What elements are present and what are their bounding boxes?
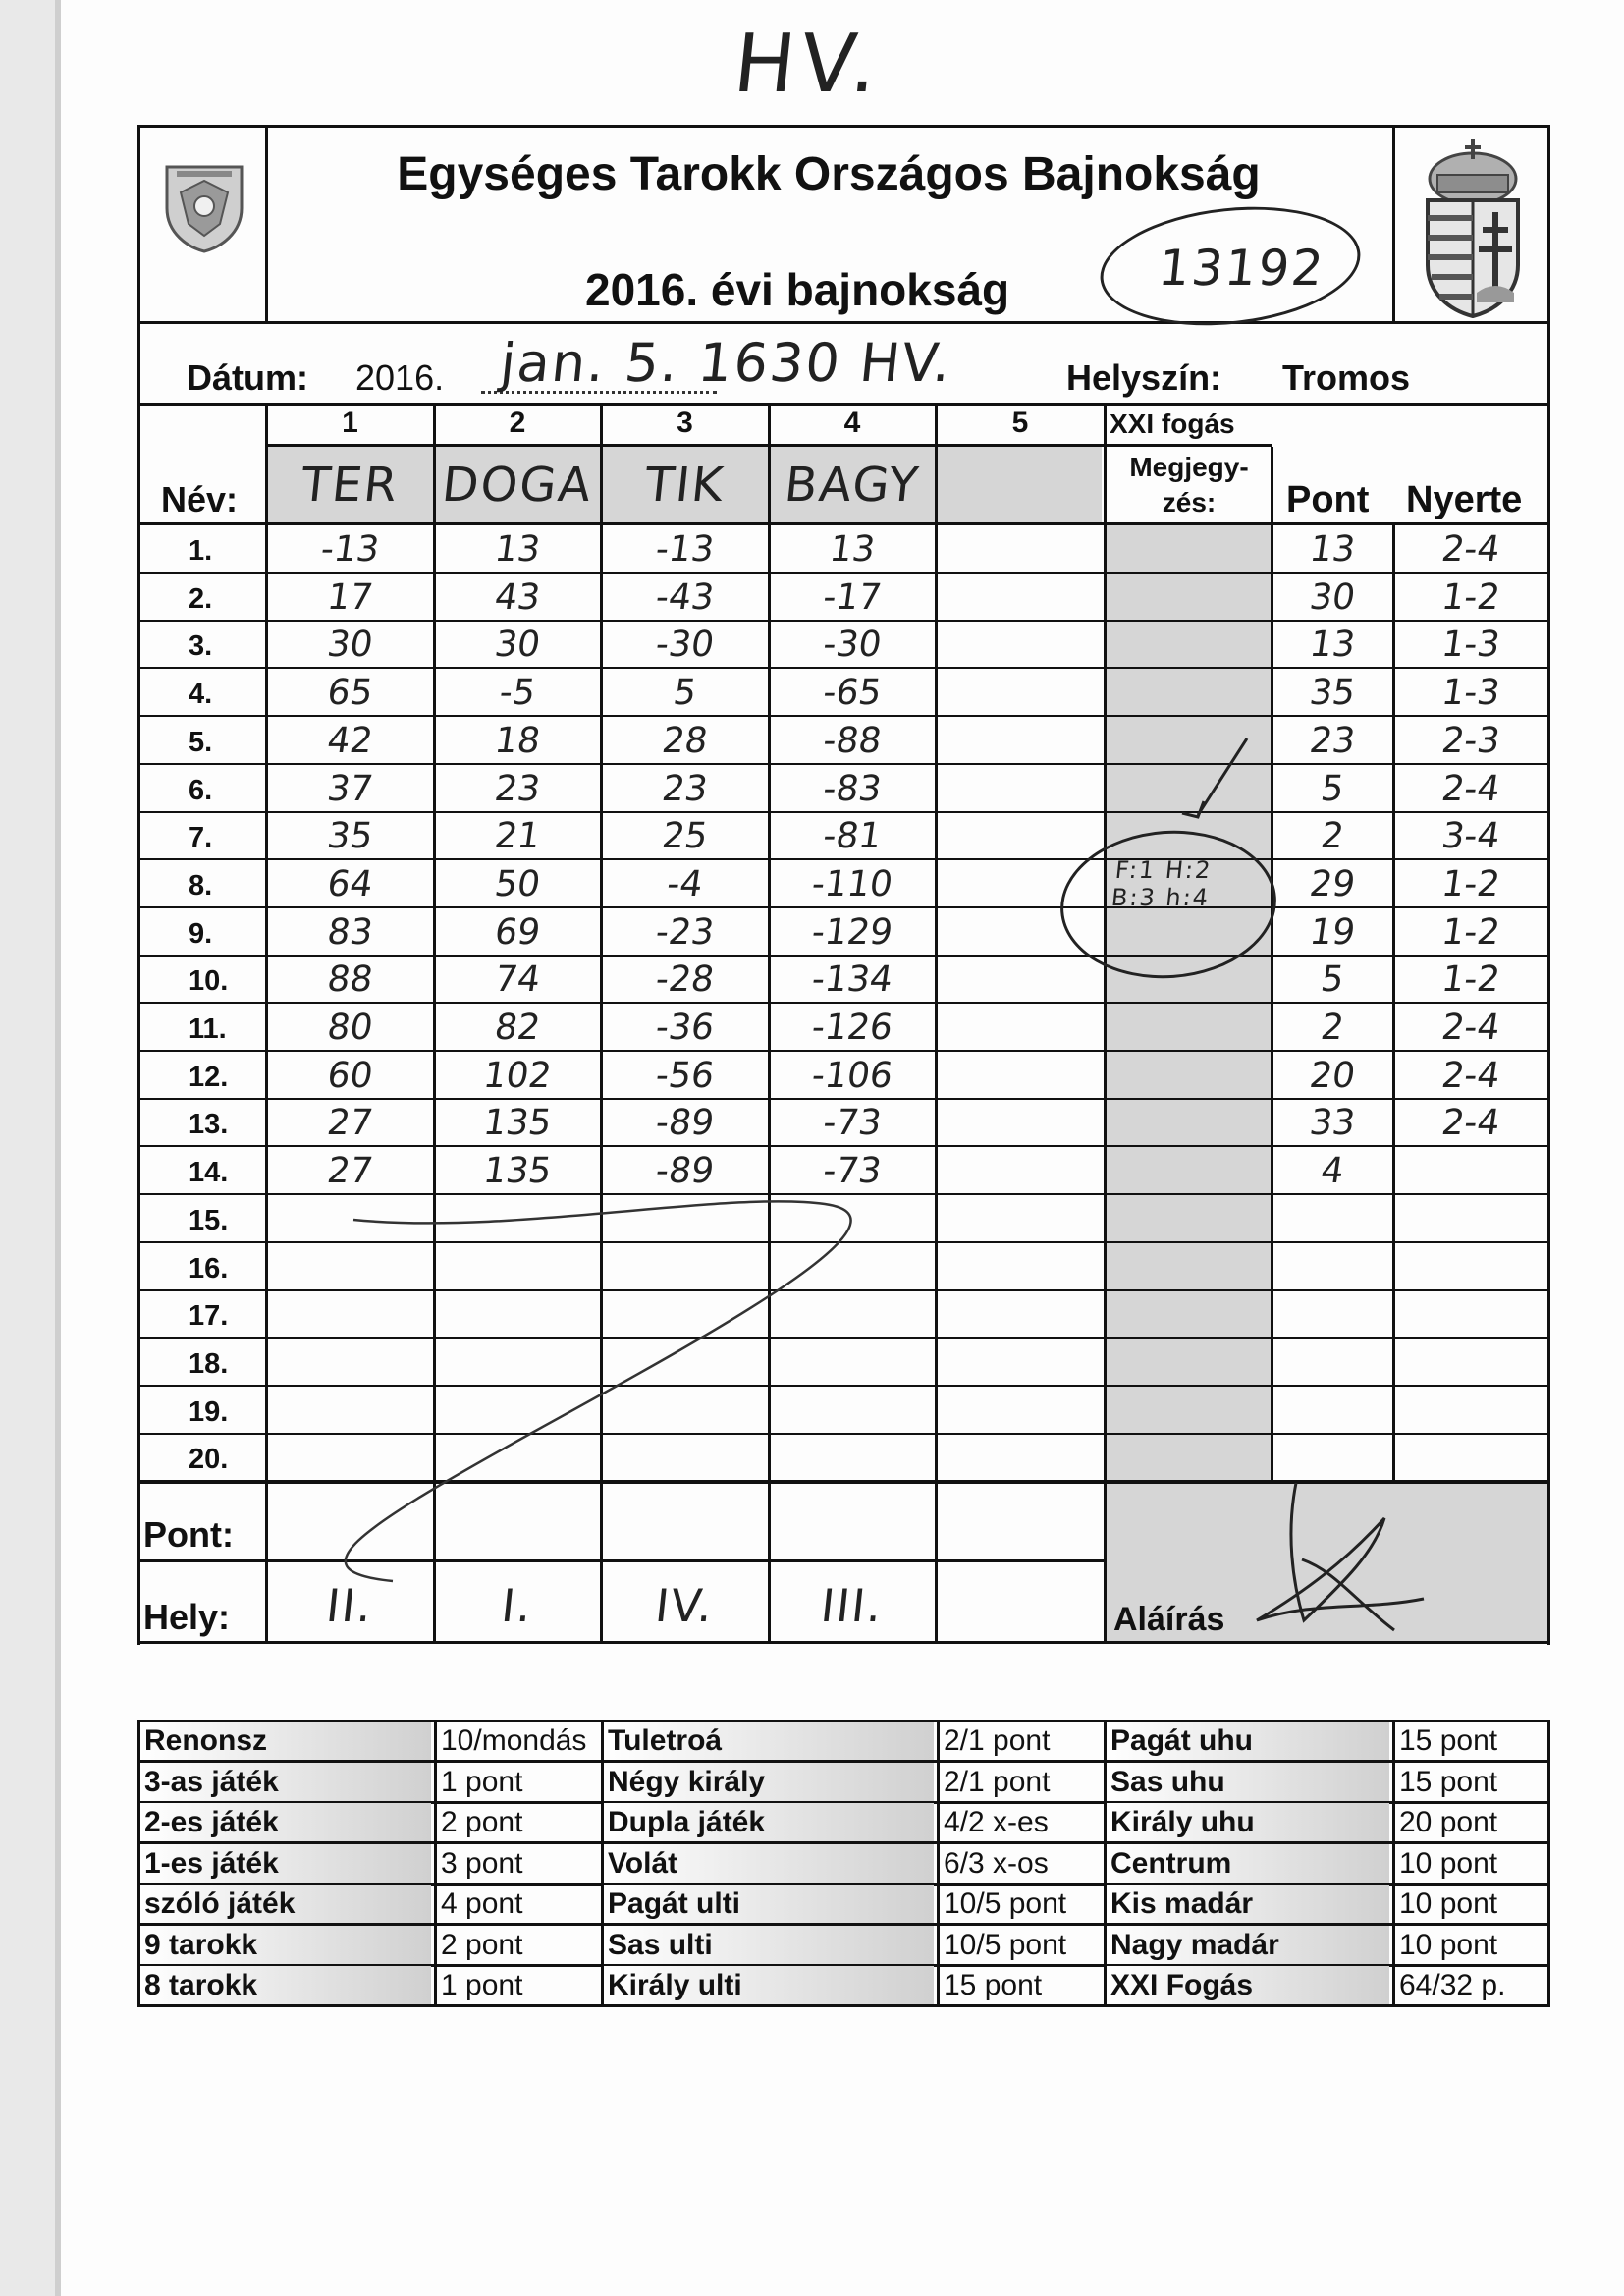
date-handwritten: jan. 5. 1630 HV.: [497, 332, 955, 394]
score-cell: 13: [827, 528, 878, 570]
note-arrow: [1168, 735, 1257, 833]
legend-text: 2/1 pont: [944, 1765, 1051, 1798]
row-number: 15.: [189, 1205, 229, 1236]
legend-cell: [434, 1966, 598, 2004]
row-line: [137, 572, 1549, 574]
legend-text: 1 pont: [441, 1765, 523, 1798]
legend-text: Volát: [608, 1846, 678, 1880]
legend-row-line: [137, 2004, 1549, 2007]
legend-text: 1-es játék: [144, 1846, 279, 1880]
row-number: 12.: [189, 1062, 229, 1093]
score-cell: -129: [809, 911, 895, 953]
score-cell: [934, 1101, 1107, 1145]
header-left-border: [137, 125, 140, 323]
score-cell: -89: [653, 1150, 717, 1191]
row-number: 17.: [189, 1300, 229, 1332]
score-cell: 21: [492, 815, 543, 856]
legend-cell: [601, 1966, 934, 2004]
row-line: [137, 1145, 1549, 1147]
score-cell: 17: [324, 576, 376, 618]
legend-cell: [434, 1885, 598, 1923]
score-cell: 37: [324, 768, 376, 809]
nyerte-cell: [1391, 1197, 1550, 1241]
nyerte-cell: [1391, 1389, 1550, 1433]
score-cell: -30: [820, 624, 885, 665]
score-cell: 102: [480, 1055, 555, 1096]
hely-label: Hely:: [143, 1597, 231, 1637]
pont-cell: [1270, 1245, 1395, 1289]
date-year: 2016.: [355, 357, 445, 398]
score-cell: 5: [671, 672, 699, 713]
score-cell: -5: [497, 672, 538, 713]
signature-label: Aláírás: [1113, 1601, 1225, 1638]
legend-text: 2 pont: [441, 1805, 523, 1838]
header-bottom-border: [137, 321, 1549, 324]
legend-text: 20 pont: [1399, 1805, 1498, 1838]
pont-label: Pont: [1286, 479, 1370, 520]
score-cell: 23: [492, 768, 543, 809]
score-cell: 27: [324, 1102, 376, 1143]
score-cell: [934, 1340, 1107, 1385]
location-value: Tromos: [1282, 357, 1411, 398]
score-cell: [934, 957, 1107, 1002]
row-line: [137, 811, 1549, 813]
row-number: 4.: [189, 679, 213, 710]
player-name-4: BAGY: [782, 458, 923, 513]
legend-text: 3 pont: [441, 1846, 523, 1880]
legend-text: 3-as játék: [144, 1765, 279, 1798]
name-label: Név:: [161, 479, 239, 519]
nyerte-cell: [1391, 1245, 1550, 1289]
page-title: Egységes Tarokk Országos Bajnokság: [397, 148, 1261, 200]
score-cell: -17: [820, 576, 885, 618]
nyerte-cell: 1-2: [1438, 576, 1503, 618]
pont-cell: 2: [1318, 1007, 1347, 1048]
legend-cell: [434, 1844, 598, 1883]
hely-value-4: III.: [818, 1579, 887, 1632]
score-cell: -23: [653, 911, 717, 953]
legend-cell: [137, 1803, 431, 1841]
legend-text: 10/mondás: [441, 1723, 587, 1757]
score-cell: -36: [653, 1007, 717, 1048]
row-number: 13.: [189, 1109, 229, 1140]
pont-cell: [1270, 1292, 1395, 1337]
score-cell: 65: [324, 672, 376, 713]
score-cell: -56: [653, 1055, 717, 1096]
legend-cell: [434, 1722, 598, 1760]
pont-cell: 33: [1307, 1102, 1358, 1143]
player-name-3: TIK: [642, 458, 728, 513]
legend-text: 10 pont: [1399, 1886, 1498, 1920]
legend-text: Centrum: [1110, 1846, 1232, 1880]
player-number-2: 2: [509, 407, 526, 439]
pont-cell: 2: [1318, 815, 1347, 856]
score-cell: 30: [324, 624, 376, 665]
legend-cell: [1392, 1763, 1544, 1801]
row-number: 2.: [189, 583, 213, 615]
row-number: 6.: [189, 775, 213, 806]
row-line: [137, 620, 1549, 622]
row-number: 18.: [189, 1348, 229, 1380]
legend-text: Pagát uhu: [1110, 1723, 1254, 1757]
score-cell: 69: [492, 911, 543, 953]
row-number: 10.: [189, 965, 229, 997]
score-cell: -43: [653, 576, 717, 618]
legend-text: Renonsz: [144, 1723, 268, 1757]
pont-cell: 35: [1307, 672, 1358, 713]
legend-text: XXI Fogás: [1110, 1968, 1254, 2001]
nyerte-cell: 2-4: [1438, 1007, 1503, 1048]
row-number: 1.: [189, 535, 213, 567]
federation-logo: [163, 163, 245, 253]
legend-cell: [1392, 1803, 1544, 1841]
score-cell: -134: [809, 958, 895, 1000]
legend-text: 15 pont: [944, 1968, 1043, 2001]
row-number: 8.: [189, 870, 213, 902]
legend-cell: [1104, 1763, 1389, 1801]
score-cell: -83: [820, 768, 885, 809]
score-cell: -13: [653, 528, 717, 570]
legend-text: 2-es játék: [144, 1805, 279, 1838]
legend-text: Nagy madár: [1110, 1928, 1279, 1961]
legend-text: 10/5 pont: [944, 1886, 1067, 1920]
header-top-border: [137, 125, 1549, 128]
pont-cell: [1270, 1340, 1395, 1385]
note-circle-line-2: B:3 h:4: [1110, 884, 1212, 911]
score-cell: 42: [324, 720, 376, 761]
legend-text: 15 pont: [1399, 1723, 1498, 1757]
note-label-text: Megjegy-zés:: [1129, 452, 1249, 518]
pont-cell: 5: [1318, 958, 1347, 1000]
score-cell: 135: [480, 1102, 555, 1143]
legend-cell: [601, 1926, 934, 1964]
score-cell: [934, 671, 1107, 715]
row-line: [137, 955, 1549, 957]
pont-cell: 30: [1307, 576, 1358, 618]
legend-cell: [137, 1844, 431, 1883]
legend-right-border: [1547, 1720, 1550, 2007]
score-cell: [934, 1054, 1107, 1098]
legend-cell: [601, 1844, 934, 1883]
nyerte-cell: 1-2: [1438, 958, 1503, 1000]
crest-divider: [1392, 125, 1395, 323]
score-cell: [934, 1006, 1107, 1050]
scan-edge: [0, 0, 61, 2296]
legend-text: Négy király: [608, 1765, 766, 1798]
grid-left-border: [137, 321, 140, 1645]
nyerte-cell: 1-2: [1438, 911, 1503, 953]
pont-cell: 5: [1318, 768, 1347, 809]
nyerte-cell: 2-4: [1438, 768, 1503, 809]
score-cell: [934, 527, 1107, 572]
location-label: Helyszín:: [1066, 357, 1222, 398]
legend-cell: [137, 1763, 431, 1801]
grid-top-line: [137, 403, 1549, 406]
hely-value-3: IV.: [652, 1579, 718, 1632]
pont-cell: 4: [1318, 1150, 1347, 1191]
row-number: 5.: [189, 727, 213, 758]
signature: [1198, 1473, 1434, 1640]
legend-text: Pagát ulti: [608, 1886, 741, 1920]
row-line: [137, 763, 1549, 765]
row-line: [137, 906, 1549, 908]
legend-text: Sas ulti: [608, 1928, 713, 1961]
row-number: 9.: [189, 918, 213, 950]
score-cell: -73: [820, 1150, 885, 1191]
nyerte-cell: 2-4: [1438, 1102, 1503, 1143]
score-cell: [934, 1149, 1107, 1193]
legend-text: 15 pont: [1399, 1765, 1498, 1798]
header-note: HV.: [730, 18, 889, 111]
score-cell: 82: [492, 1007, 543, 1048]
score-cell: -126: [809, 1007, 895, 1048]
legend-cell: [1392, 1966, 1544, 2004]
legend-text: Kis madár: [1110, 1886, 1254, 1920]
legend-text: 6/3 x-os: [944, 1846, 1049, 1880]
legend-text: Dupla játék: [608, 1805, 766, 1838]
legend-cell: [1104, 1885, 1389, 1923]
note-label: [1108, 450, 1271, 520]
pont-row-label: Pont:: [143, 1514, 234, 1555]
score-cell: -89: [653, 1102, 717, 1143]
legend-text: 64/32 p.: [1399, 1968, 1506, 2001]
score-cell: 88: [324, 958, 376, 1000]
score-cell: [934, 1436, 1107, 1480]
legend-cell: [601, 1885, 934, 1923]
legend-cell: [1104, 1803, 1389, 1841]
pont-cell: 20: [1307, 1055, 1358, 1096]
row-number: 20.: [189, 1444, 229, 1475]
date-label: Dátum:: [187, 357, 308, 398]
legend-cell: [137, 1926, 431, 1964]
score-cell: [934, 623, 1107, 667]
row-number: 16.: [189, 1253, 229, 1285]
row-line: [137, 1050, 1549, 1052]
score-cell: -13: [318, 528, 382, 570]
nyerte-cell: [1391, 1149, 1550, 1193]
nyerte-cell: 2-4: [1438, 528, 1503, 570]
legend-text: Tuletroá: [608, 1723, 723, 1757]
row-line: [137, 667, 1549, 669]
legend-text: 4 pont: [441, 1886, 523, 1920]
score-cell: [934, 1245, 1107, 1289]
row-number: 19.: [189, 1396, 229, 1428]
row-line: [137, 715, 1549, 717]
legend-text: 10/5 pont: [944, 1928, 1067, 1961]
page-subtitle: 2016. évi bajnokság: [585, 264, 1010, 315]
row-line: [137, 858, 1549, 860]
hungarian-crest: [1414, 136, 1532, 328]
legend-cell: [1104, 1722, 1389, 1760]
legend-cell: [137, 1966, 431, 2004]
nyerte-cell: 2-4: [1438, 1055, 1503, 1096]
score-cell: 25: [659, 815, 711, 856]
legend-cell: [937, 1763, 1101, 1801]
nyerte-cell: [1391, 1340, 1550, 1385]
legend-text: Király uhu: [1110, 1805, 1255, 1838]
player-number-4: 4: [843, 407, 861, 439]
circled-number: 13192: [1155, 240, 1328, 297]
sheet-right-border: [1547, 125, 1550, 1645]
legend-cell: [1392, 1926, 1544, 1964]
pont-cell: [1270, 1389, 1395, 1433]
row-number: 7.: [189, 822, 213, 853]
score-cell: -110: [809, 863, 895, 904]
legend-cell: [1104, 1966, 1389, 2004]
score-cell: -88: [820, 720, 885, 761]
score-cell: 74: [492, 958, 543, 1000]
legend-text: 4/2 x-es: [944, 1805, 1049, 1838]
legend-cell: [937, 1844, 1101, 1883]
legend-cell: [1392, 1844, 1544, 1883]
pont-cell: 13: [1307, 528, 1358, 570]
legend-text: Király ulti: [608, 1968, 742, 2001]
score-cell: 23: [659, 768, 711, 809]
score-cell: [934, 1197, 1107, 1241]
score-cell: -4: [664, 863, 706, 904]
score-cell: 80: [324, 1007, 376, 1048]
hely-value-1: II.: [323, 1579, 377, 1632]
score-cell: -106: [809, 1055, 895, 1096]
row-number: 11.: [189, 1013, 227, 1045]
score-cell: -81: [820, 815, 885, 856]
pont-cell: 13: [1307, 624, 1358, 665]
legend-text: 1 pont: [441, 1968, 523, 2001]
legend-text: szóló játék: [144, 1886, 296, 1920]
legend-cell: [937, 1722, 1101, 1760]
score-cell: -28: [653, 958, 717, 1000]
row-number: 3.: [189, 630, 213, 662]
legend-text: 8 tarokk: [144, 1968, 258, 2001]
row-line: [137, 1098, 1549, 1100]
nyerte-cell: 1-3: [1438, 672, 1503, 713]
row-number: 14.: [189, 1157, 229, 1188]
hely-value-2: I.: [499, 1579, 536, 1632]
legend-cell: [937, 1885, 1101, 1923]
score-cell: 35: [324, 815, 376, 856]
score-cell: [934, 767, 1107, 811]
legend-cell: [137, 1885, 431, 1923]
score-cell: 135: [480, 1150, 555, 1191]
player-number-3: 3: [677, 407, 693, 439]
legend-cell: [434, 1763, 598, 1801]
player-number-5: 5: [1011, 407, 1029, 439]
legend-cell: [137, 1722, 431, 1760]
score-cell: 50: [492, 863, 543, 904]
nyerte-cell: 3-4: [1438, 815, 1503, 856]
score-cell: 18: [492, 720, 543, 761]
score-cell: [934, 719, 1107, 763]
legend-text: Sas uhu: [1110, 1765, 1225, 1798]
number-row-line: [265, 444, 1272, 447]
score-cell: -30: [653, 624, 717, 665]
player-number-1: 1: [342, 407, 358, 439]
xxi-label: XXI fogás: [1110, 409, 1235, 439]
nyerte-cell: [1391, 1292, 1550, 1337]
pont-cell: 19: [1307, 911, 1358, 953]
score-cell: -73: [820, 1102, 885, 1143]
score-cell: [934, 1389, 1107, 1433]
score-cell: 30: [492, 624, 543, 665]
legend-text: 2/1 pont: [944, 1723, 1051, 1757]
legend-cell: [937, 1926, 1101, 1964]
legend-cell: [601, 1803, 934, 1841]
score-cell: [934, 575, 1107, 620]
score-cell: 43: [492, 576, 543, 618]
player-name-2: DOGA: [439, 458, 596, 513]
pont-cell: [1270, 1197, 1395, 1241]
row-line: [137, 1002, 1549, 1004]
legend-cell: [1392, 1885, 1544, 1923]
score-cell: 28: [659, 720, 711, 761]
legend-text: 2 pont: [441, 1928, 523, 1961]
legend-cell: [937, 1803, 1101, 1841]
nyerte-label: Nyerte: [1406, 479, 1523, 520]
legend-cell: [434, 1803, 598, 1841]
score-cell: [934, 814, 1107, 858]
score-cell: [934, 1292, 1107, 1337]
hely-row-bottom: [137, 1641, 1549, 1644]
legend-text: 10 pont: [1399, 1846, 1498, 1880]
legend-cell: [937, 1966, 1101, 2004]
legend-cell: [1104, 1844, 1389, 1883]
header-row-bottom: [137, 522, 1549, 525]
legend-cell: [601, 1722, 934, 1760]
score-cell: 13: [492, 528, 543, 570]
legend-cell: [434, 1926, 598, 1964]
pont-cell: 23: [1307, 720, 1358, 761]
note-circle-line-1: F:1 H:2: [1113, 856, 1214, 884]
score-cell: 60: [324, 1055, 376, 1096]
player-name-1: TER: [298, 458, 402, 513]
score-cell: -65: [820, 672, 885, 713]
score-cell: 27: [324, 1150, 376, 1191]
nyerte-cell: 1-2: [1438, 863, 1503, 904]
legend-text: 9 tarokk: [144, 1928, 258, 1961]
score-cell: 83: [324, 911, 376, 953]
legend-cell: [1104, 1926, 1389, 1964]
nyerte-cell: 2-3: [1438, 720, 1503, 761]
legend-cell: [1392, 1722, 1544, 1760]
cancel-stroke: [314, 1178, 884, 1591]
score-cell: 64: [324, 863, 376, 904]
pont-cell: 29: [1307, 863, 1358, 904]
nyerte-cell: 1-3: [1438, 624, 1503, 665]
legend-text: 10 pont: [1399, 1928, 1498, 1961]
legend-cell: [601, 1763, 934, 1801]
